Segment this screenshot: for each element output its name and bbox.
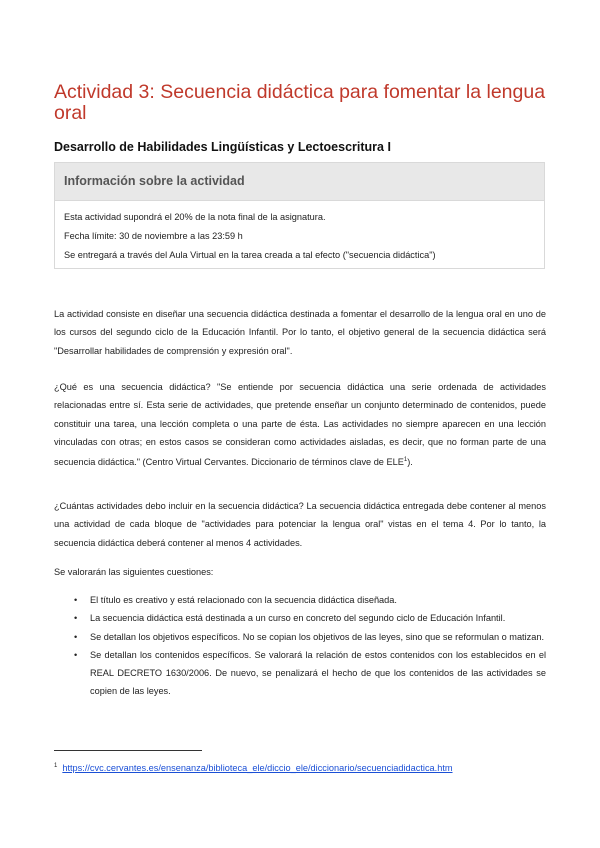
activities-count-paragraph: ¿Cuántas actividades debo incluir en la secuencia didáctica? La secuencia didáctica entregada debe contener al menos una actividad de cada bloque de "actividades para potenciar la lengua oral" vistas en el tema 4. Por lo tanto, la secuencia didáctica deberá contener al menos 4 actividades. <box>54 501 546 548</box>
footnote <box>54 759 453 775</box>
footnote-number: 1 <box>54 763 58 769</box>
criteria-list <box>54 591 546 701</box>
info-box-header: Información sobre la actividad <box>55 163 544 201</box>
definition-text: ¿Qué es una secuencia didáctica? "Se entiende por secuencia didáctica una serie ordenada de actividades relacionadas entre sí. Esta serie de actividades, que pretende enseñar un conjunto determinado de contenidos, puede constituir una tarea, una lección completa o una parte de ésta. Las actividades no siempre aparecen en una lección vinculadas con otras; en estos casos se consideran como actividades aisladas, es decir, que no forman parte de una secuencia didáctica." (Centro Virtual Cervantes. Diccionario de términos clave de ELE <box>54 382 546 468</box>
course-subtitle: Desarrollo de Habilidades Lingüísticas y Lectoescritura I <box>54 140 391 154</box>
bullet-icon: • <box>74 613 78 624</box>
list-item: • Se detallan los contenidos específicos. Se valorará la relación de estos contenidos con los establecidos en el REAL DECRETO 1630/2006. De nuevo, se penalizará el hecho de que los contenidos de las actividades se copien de las leyes. <box>54 646 546 701</box>
bullet-icon: • <box>74 595 78 605</box>
info-grade-weight: Esta actividad supondrá el 20% de la nota final de la asignatura. <box>64 212 326 222</box>
activity-info-box <box>54 162 545 269</box>
list-item: • El título es creativo y está relacionado con la secuencia didáctica diseñada. <box>54 591 546 609</box>
intro-paragraph: La actividad consiste en diseñar una secuencia didáctica destinada a fomentar el desarrollo de la lengua oral en uno de los cursos del segundo ciclo de la Educación Infantil. Por lo tanto, el objetivo general de la secuencia didáctica será "Desarrollar habilidades de comprensión y expresión oral". <box>54 309 546 356</box>
footnote-reference[interactable]: 1 <box>403 457 408 464</box>
bullet-icon: • <box>74 649 78 660</box>
bullet-icon: • <box>74 631 78 642</box>
definition-text-end: ). <box>407 457 413 468</box>
definition-paragraph <box>54 378 546 472</box>
info-box-body <box>55 201 544 265</box>
page-title: Actividad 3: Secuencia didáctica para fomentar la lengua oral <box>54 81 546 124</box>
list-item: • La secuencia didáctica está destinada a un curso en concreto del segundo ciclo de Educación Infantil. <box>54 609 546 627</box>
criteria-intro: Se valorarán las siguientes cuestiones: <box>54 567 214 577</box>
list-item: • Se detallan los objetivos específicos. No se copian los objetivos de las leyes, sino que se reformulan o matizan. <box>54 628 546 646</box>
info-deadline: Fecha límite: 30 de noviembre a las 23:59 h <box>64 231 243 241</box>
info-submission: Se entregará a través del Aula Virtual en la tarea creada a tal efecto ("secuencia didáctica") <box>64 250 436 260</box>
footnote-link[interactable]: https://cvc.cervantes.es/ensenanza/biblioteca_ele/diccio_ele/diccionario/secuenciadidactica.htm <box>62 763 453 774</box>
footnote-divider <box>54 750 202 751</box>
